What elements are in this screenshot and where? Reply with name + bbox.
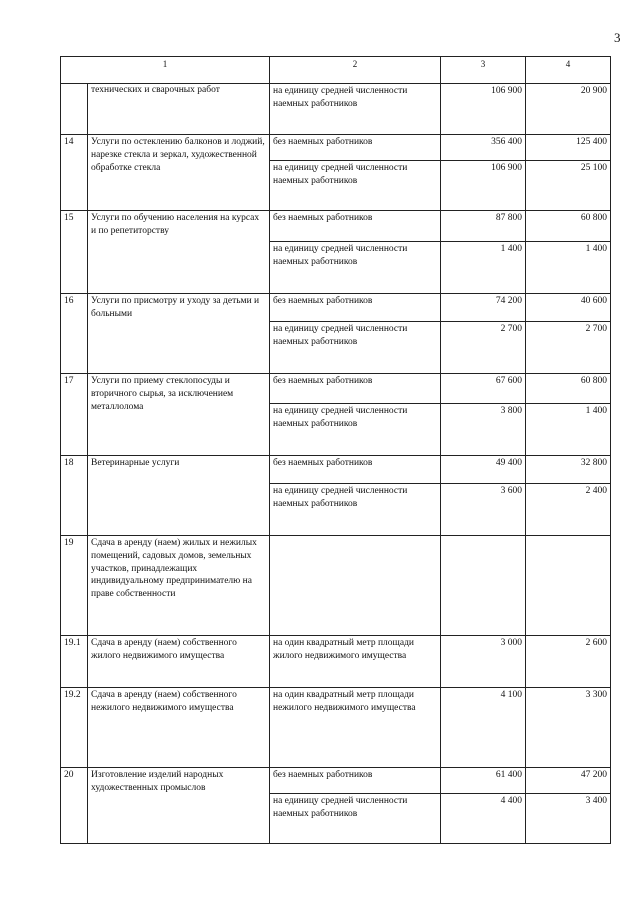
value-col4: 2 600 [526,636,611,688]
row-number: 16 [61,294,88,374]
row-number: 19.2 [61,688,88,768]
value-col3: 74 200 [441,294,526,322]
tariff-table [60,56,611,844]
table-row [61,456,611,484]
row-number: 18 [61,456,88,536]
table-row [61,211,611,242]
basis-cell: на единицу средней численности наемных работников [270,322,441,374]
header-row [61,57,611,84]
value-col4: 3 400 [526,794,611,844]
basis-cell: на единицу средней численности наемных работников [270,484,441,536]
basis-cell: без наемных работников [270,294,441,322]
basis-cell: без наемных работников [270,456,441,484]
value-col4: 1 400 [526,404,611,456]
value-col4: 2 400 [526,484,611,536]
basis-cell: на один квадратный метр площади нежилого недвижимого имущества [270,688,441,768]
service-name: Сдача в аренду (наем) собственного нежилого недвижимого имущества [88,688,270,768]
service-name: технических и сварочных работ [88,84,270,135]
value-col4: 32 800 [526,456,611,484]
value-col4: 2 700 [526,322,611,374]
service-name: Изготовление изделий народных художественных промыслов [88,768,270,844]
value-col3: 356 400 [441,135,526,161]
table-row [61,374,611,404]
value-col3: 4 400 [441,794,526,844]
basis-cell: без наемных работников [270,211,441,242]
value-col4: 3 300 [526,688,611,768]
table-row [61,768,611,794]
service-name: Ветеринарные услуги [88,456,270,536]
basis-cell: на единицу средней численности наемных работников [270,161,441,211]
row-number: 15 [61,211,88,294]
service-name: Услуги по обучению населения на курсах и по репетиторству [88,211,270,294]
value-col3: 49 400 [441,456,526,484]
value-col3: 61 400 [441,768,526,794]
value-col3: 4 100 [441,688,526,768]
table-row [61,135,611,161]
row-number: 19.1 [61,636,88,688]
page-number: 3 [614,30,621,45]
value-col3: 87 800 [441,211,526,242]
column-header-3: 3 [441,57,526,84]
value-col4: 125 400 [526,135,611,161]
basis-cell [270,536,441,636]
basis-cell: на один квадратный метр площади жилого недвижимого имущества [270,636,441,688]
value-col3: 1 400 [441,242,526,294]
basis-cell: без наемных работников [270,768,441,794]
row-number: 14 [61,135,88,211]
service-name: Сдача в аренду (наем) жилых и нежилых помещений, садовых домов, земельных участков, принадлежащих индивидуальному предпринимателю на праве собственности [88,536,270,636]
value-col3 [441,536,526,636]
service-name: Услуги по присмотру и уходу за детьми и больными [88,294,270,374]
value-col4: 1 400 [526,242,611,294]
column-header-4: 4 [526,57,611,84]
value-col3: 3 000 [441,636,526,688]
value-col4: 60 800 [526,374,611,404]
table-row [61,536,611,636]
table-row [61,636,611,688]
value-col3: 67 600 [441,374,526,404]
column-header-1: 1 [61,57,270,84]
value-col3: 106 900 [441,84,526,135]
value-col3: 3 600 [441,484,526,536]
value-col4 [526,536,611,636]
row-number: 19 [61,536,88,636]
row-number: 20 [61,768,88,844]
value-col3: 106 900 [441,161,526,211]
basis-cell: без наемных работников [270,135,441,161]
basis-cell: без наемных работников [270,374,441,404]
service-name: Услуги по остеклению балконов и лоджий, нарезке стекла и зеркал, художественной обработке стекла [88,135,270,211]
service-name: Сдача в аренду (наем) собственного жилого недвижимого имущества [88,636,270,688]
value-col4: 20 900 [526,84,611,135]
column-header-2: 2 [270,57,441,84]
basis-cell: на единицу средней численности наемных работников [270,404,441,456]
table-row [61,688,611,768]
value-col3: 3 800 [441,404,526,456]
basis-cell: на единицу средней численности наемных работников [270,84,441,135]
table-row [61,294,611,322]
value-col4: 40 600 [526,294,611,322]
service-name: Услуги по приему стеклопосуды и вторичного сырья, за исключением металлолома [88,374,270,456]
value-col4: 25 100 [526,161,611,211]
table-row [61,84,611,135]
row-number: 17 [61,374,88,456]
basis-cell: на единицу средней численности наемных работников [270,242,441,294]
value-col3: 2 700 [441,322,526,374]
row-number [61,84,88,135]
value-col4: 47 200 [526,768,611,794]
basis-cell: на единицу средней численности наемных работников [270,794,441,844]
value-col4: 60 800 [526,211,611,242]
